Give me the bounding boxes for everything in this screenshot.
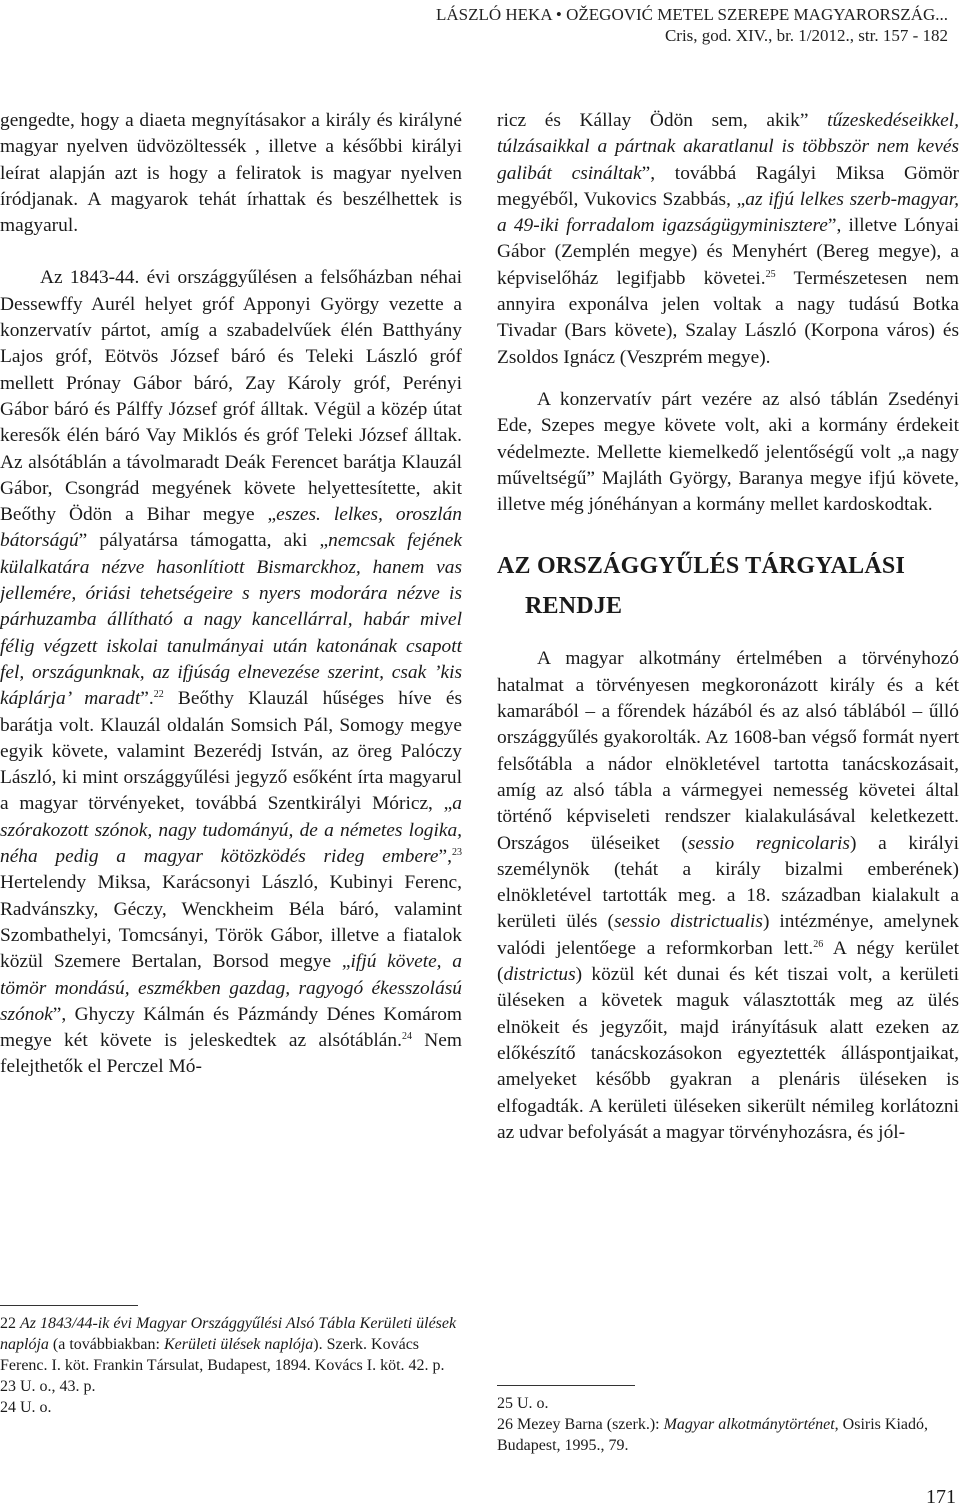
left-footnotes [0,1313,462,1418]
running-header [0,4,948,46]
left-footnote-rule [0,1305,138,1306]
left-column [0,108,462,1081]
footnote-25: 25 U. o. [497,1395,549,1412]
right-column [497,108,959,1146]
section-heading: AZ ORSZÁGGYŰLÉS TÁRGYALÁSI RENDJE [497,553,905,620]
footnote-22: 22 Az 1843/44-ik évi Magyar Országgyűlési Alsó Tábla Kerületi ülések naplója (a továbbiakban: Kerületi ülések naplója). Szerk. Kovács Ferenc. I. köt. Frankin Társulat, Budapest, 1894. Kovács I. köt. 42. p. [0,1315,457,1374]
footnote-ref-24[interactable]: 24 [401,1031,412,1043]
right-paragraph-3: A magyar alkotmány értelmében a törvényhozó hatalmat a törvényesen megkoronázott király és a két kamarából – a főrendek házából és az alsó táblából – űlló országgyűlés gyakorolták. Az 1608-ban végső formát nyert felsőtábla a nádor elnökletével tartotta tanácskozásait, amíg az alsó tábla a vármegyei nemesség követei által történő képviseleti rendszer kialakulásával keletkezett. Országos üléseiket (sessio regnicolaris) a királyi személynök (tehát a király bizalmi emberének) elnökletével tartották meg. a 18. században kialakult a kerületi ülés (sessio districtualis) intézménye, amelynek valódi jelentőege a reformkorban lett.$^{26}$ A négy kerület (districtus) közül két dunai és két tiszai volt, a kerületi üléseken a követek maguk választották meg az ülés elnökeit és jegyzőit, majd irányításuk alatt ezeken az előkészítő tanácskozásokon egyeztették álláspontjaikat, amelyeket később gyakran a plenáris üléseken is elfogadták. A kerületi üléseken sikerült némileg korlátozni az udvar befolyását a magyar törvényhozásra, és jól- [497,648,959,1143]
right-paragraph-1: ricz és Kállay Ödön sem, akik” tűzeskedéseikkel, túlzásaikkal a pártnak akaratlanul is többször nem kevés galibát csináltak”, továbbá Ragályi Miksa Gömör megyéből, Vukovics Szabbás, „az ifjú lelkes szerb-magyar, a 49-iki forradalom igazságügyminisztere”, illetve Lónyai Gábor (Zemplén megye) és Menyhért (Bereg megye), a képviselőház legifjabb követei.$^{25}$ Természetesen nem annyira exponálva jelen voltak a nagy tudású Botka Tivadar (Bars követe), Szalay László (Korpona város) és Zsoldos Ignácz (Veszprém megye). [497,110,959,368]
left-paragraph-2: Az 1843-44. évi országgyűlésen a felsőházban néhai Dessewffy Aurél helyet gróf Apponyi György vezette a konzervatív pártot, amíg a szabadelvűek élén Batthyány Lajos gróf, Eötvös József báró és Teleki László gróf mellett Prónay Gábor báró, Zay Károly gróf, Perényi Gábor báró és Pálffy József gróf álltak. Végül a közép útat keresők élén báró Vay Miklós és gróf Teleki József álltak. Az alsótáblán a távolmaradt Deák Ferencet barátja Klauzál Gábor, Csongrád megyének követe helyettesítette, akit Beőthy Ödön a Bihar megye „eszes. lelkes, oroszlán bátorságú” pályatársa támogatta, aki „nemcsak fejének külalkatára nézve hasonlítiott Bismarckhoz, hanem vas jellemére, óriási tehetségeire s nyers modorára nézve is párhuzamba állítható a nagy kancellárral, habár mivel félig végzett iskolai tanulmányai után katonának csapott fel, országunknak, az ifjúság elnevezése szerint, csak ’kis káplárja’ maradt”.$^{22}$ Beőthy Klauzál hűséges híve és barátja volt. Klauzál oldalán Somsich Pál, Somogy megye egyik követe, valamint Bezerédj István, az öreg Palóczy László, ki mint országgyűlési jegyző esőként írta magyarul a magyar törvényeket, továbbá Szentkirályi Móricz, „a szórakozott szónok, nagy tudományú, de a németes logika, néha pedig a magyar kötözködés rideg embere”,$^{23}$ Hertelendy Miksa, Karácsonyi László, Kubinyi Ferenc, Radvánszky, Géczy, Wenckheim Béla báró, valamint Szombathelyi, Tomcsányi, Török Gábor, illetve a fiatalok közül Szemere Bertalan, Borsod megye „ifjú követe, a tömör mondású, eszmékben gazdag, ragyogó ékesszolású szónok”, Ghyczy Kálmán és Pázmándy Dénes Komárom megye két követe is jeleskedtek az alsótáblán.$^{24}$ Nem felejthetők el Perczel Mó- [0,267,462,1078]
right-footnotes [497,1393,959,1456]
header-citation: Cris, god. XIV., br. 1/2012., str. 157 - 182 [664,26,948,45]
left-paragraph-1: gengedte, hogy a diaeta megnyításakor a király és királyné magyar nyelven üdvözöltessék , illetve a későbbi királyi leírat alapján azt is hogy a feliratok is magyar nyelven íródjanak. A magyarok tehát írhattak és beszélhettek is magyarul. [0,110,462,237]
footnote-26: 26 Mezey Barna (szerk.): Magyar alkotmánytörténet, Osiris Kiadó, Budapest, 1995., 79. [497,1416,928,1454]
footnote-ref-22[interactable]: 22 [153,689,164,701]
header-authors-title: LÁSZLÓ HEKA • OŽEGOVIĆ METEL SZEREPE MAGYARORSZÁG... [435,5,948,24]
footnote-ref-23[interactable]: 23 [452,847,462,859]
page-number: 171 [926,1486,956,1508]
right-footnote-rule [497,1385,635,1386]
right-paragraph-2: A konzervatív párt vezére az alsó táblán Zsedényi Ede, Szepes megye követe volt, aki a kormány érdekeit védelmezte. Mellette kiemelkedő jelentőségű volt „a nagy műveltségű” Majláth György, Baranya megye ifjú követe, illetve még jónéhányan a kormány mellet kardoskodtak. [497,388,959,516]
footnote-ref-25[interactable]: 25 [765,268,776,280]
footnote-24: 24 U. o. [0,1399,52,1416]
footnote-23: 23 U. o., 43. p. [0,1378,96,1395]
footnote-ref-26[interactable]: 26 [813,938,824,950]
